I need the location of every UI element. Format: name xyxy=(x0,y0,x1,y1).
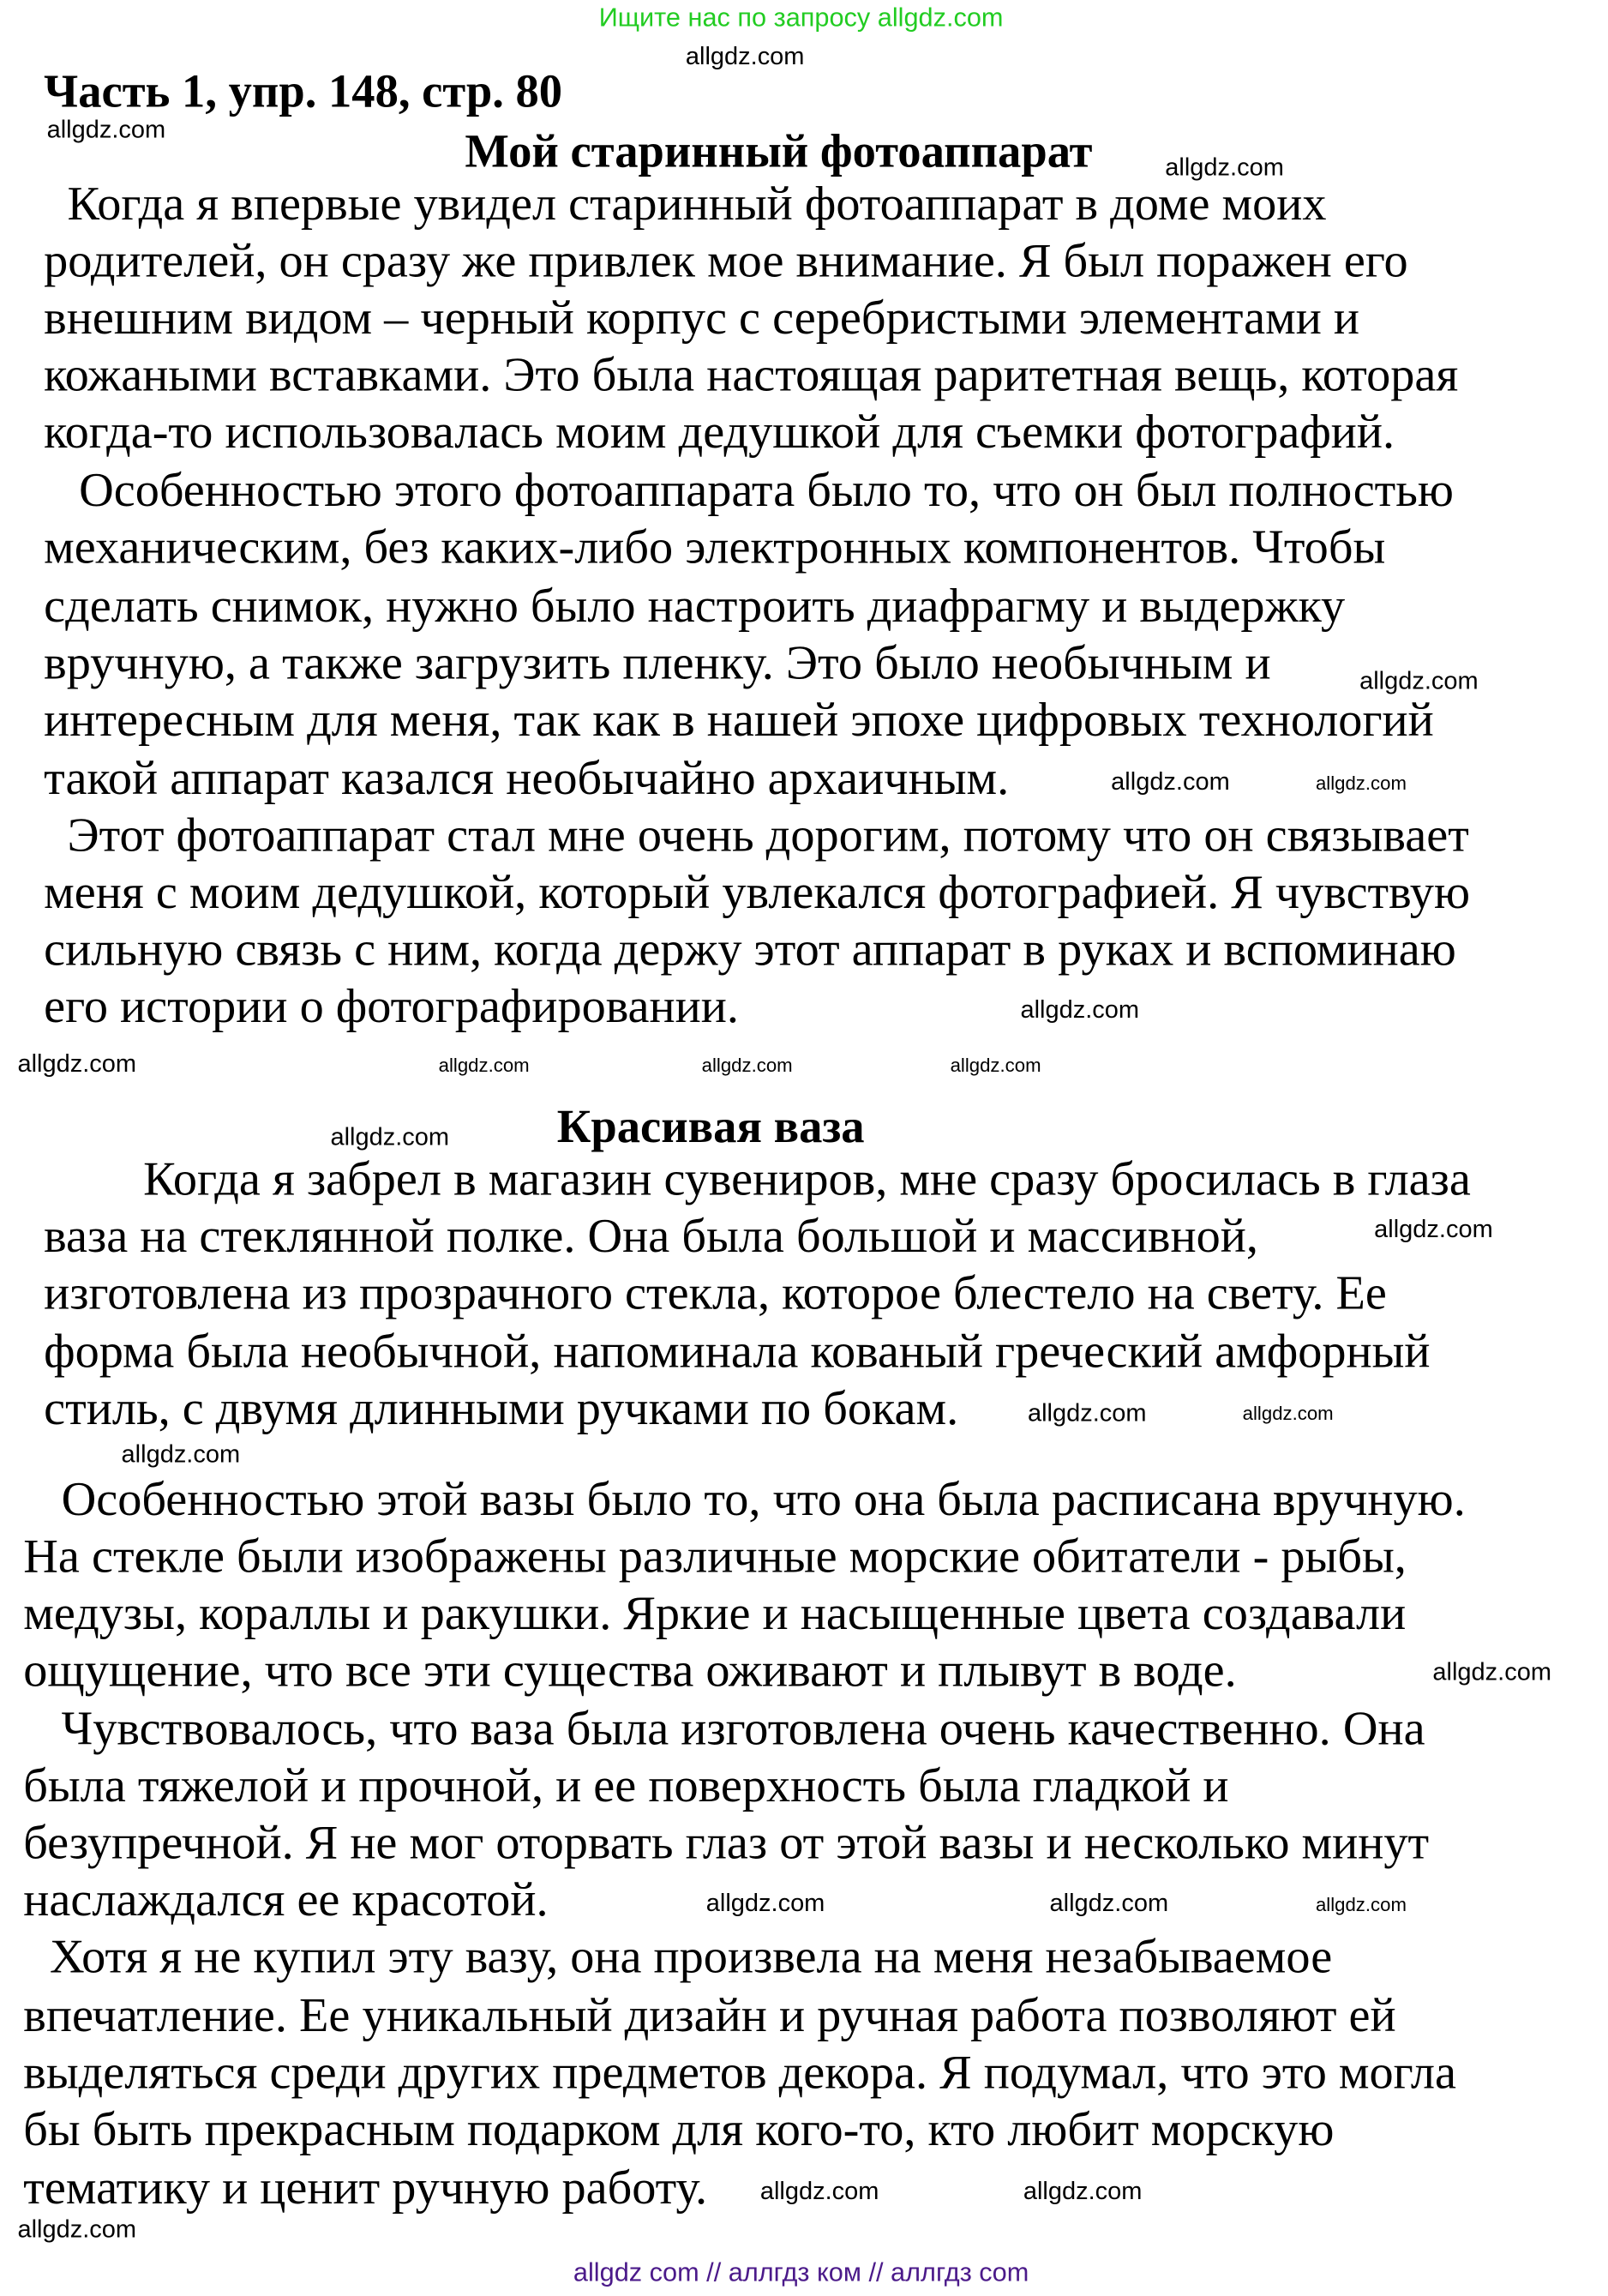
essay2-line: На стекле были изображены различные морские обитатели - рыбы, xyxy=(23,1530,1407,1584)
watermark: allgdz.com xyxy=(1374,1215,1493,1243)
essay1-line: Особенностью этого фотоаппарата было то, что он был полностью xyxy=(79,465,1454,518)
essay1-line: интересным для меня, так как в нашей эпохе цифровых технологий xyxy=(44,694,1434,748)
watermark: allgdz.com xyxy=(1359,666,1479,695)
essay1-line: его истории о фотографировании. xyxy=(44,981,739,1034)
essay2-title: Красивая ваза xyxy=(556,1099,865,1152)
essay2-line: была тяжелой и прочной, и ее поверхность была гладкой и xyxy=(23,1760,1229,1813)
top-banner: Ищите нас по запросу allgdz.com xyxy=(598,3,1004,33)
essay2-line: Когда я забрел в магазин сувениров, мне сразу бросилась в глаза xyxy=(143,1153,1471,1207)
essay2-line: ваза на стеклянной полке. Она была большой и массивной, xyxy=(44,1211,1258,1264)
essay1-line: такой аппарат казался необычайно архаичным. xyxy=(44,753,1010,806)
watermark: allgdz.com xyxy=(1020,995,1140,1024)
essay2-line: выделяться среди других предметов декора. Я подумал, что это могла xyxy=(23,2047,1456,2101)
watermark: allgdz.com xyxy=(330,1122,450,1151)
watermark: allgdz.com xyxy=(701,1054,793,1077)
watermark: allgdz.com xyxy=(17,1049,137,1078)
watermark: allgdz.com xyxy=(759,2177,879,2205)
essay2-line: изготовлена из прозрачного стекла, которое блестело на свету. Ее xyxy=(44,1267,1387,1321)
essay2-line: медузы, кораллы и ракушки. Яркие и насыщенные цвета создавали xyxy=(23,1588,1407,1641)
essay2-line: Особенностью этой вазы было то, что она была расписана вручную. xyxy=(61,1474,1466,1527)
exercise-heading: Часть 1, упр. 148, стр. 80 xyxy=(44,64,563,117)
essay1-line: когда-то использовалась моим дедушкой для съемки фотографий. xyxy=(44,406,1395,460)
essay1-line: внешним видом – черный корпус с серебристыми элементами и xyxy=(44,292,1360,346)
watermark: allgdz.com xyxy=(438,1054,530,1077)
watermark: allgdz.com xyxy=(1315,1893,1407,1916)
essay2-line: впечатление. Ее уникальный дизайн и ручная работа позволяют ей xyxy=(23,1990,1396,2043)
essay2-line: форма была необычной, напоминала кованый греческий амфорный xyxy=(44,1325,1431,1379)
essay2-line: Хотя я не купил эту вазу, она произвела на меня незабываемое xyxy=(49,1931,1333,1985)
watermark: allgdz.com xyxy=(1432,1658,1551,1686)
essay1-line: сделать снимок, нужно было настроить диафрагму и выдержку xyxy=(44,580,1346,634)
essay1-line: кожаными вставками. Это была настоящая раритетная вещь, которая xyxy=(44,349,1459,403)
essay1-title: Мой старинный фотоаппарат xyxy=(465,123,1093,177)
essay1-line: меня с моим дедушкой, который увлекался фотографией. Я чувствую xyxy=(44,867,1470,920)
watermark: allgdz.com xyxy=(950,1054,1041,1077)
watermark: allgdz.com xyxy=(121,1440,241,1469)
essay2-line: тематику и ценит ручную работу. xyxy=(23,2162,708,2215)
watermark: allgdz.com xyxy=(1315,772,1407,795)
watermark: allgdz.com xyxy=(705,1889,825,1917)
watermark: allgdz.com xyxy=(1049,1889,1169,1917)
essay1-line: вручную, а также загрузить пленку. Это было необычным и xyxy=(44,637,1271,690)
essay1-line: механическим, без каких-либо электронных компонентов. Чтобы xyxy=(44,521,1386,575)
essay1-line: сильную связь с ним, когда держу этот аппарат в руках и вспоминаю xyxy=(44,923,1456,977)
watermark: allgdz.com xyxy=(17,2215,137,2244)
watermark: allgdz.com xyxy=(1111,767,1230,796)
essay2-line: бы быть прекрасным подарком для кого-то, кто любит морскую xyxy=(23,2104,1335,2157)
watermark: allgdz.com xyxy=(1023,2177,1143,2205)
essay1-line: Этот фотоаппарат стал мне очень дорогим, потому что он связывает xyxy=(67,809,1469,863)
essay2-line: безупречной. Я не мог оторвать глаз от этой вазы и несколько минут xyxy=(23,1817,1430,1871)
essay1-line: родителей, он сразу же привлек мое внимание. Я был поражен его xyxy=(44,235,1408,288)
essay1-line: Когда я впервые увидел старинный фотоаппарат в доме моих xyxy=(67,178,1327,231)
watermark: allgdz.com xyxy=(685,42,805,70)
watermark: allgdz.com xyxy=(1165,153,1284,182)
watermark: allgdz.com xyxy=(1027,1399,1147,1427)
watermark: allgdz.com xyxy=(1242,1402,1334,1425)
essay2-line: стиль, с двумя длинными ручками по бокам. xyxy=(44,1383,959,1436)
footer-links: allgdz com // аллгдз ком // аллгдз com xyxy=(573,2257,1029,2287)
watermark: allgdz.com xyxy=(46,115,166,144)
essay2-line: ощущение, что все эти существа оживают и плывут в воде. xyxy=(23,1644,1237,1698)
essay2-line: наслаждался ее красотой. xyxy=(23,1874,549,1927)
essay2-line: Чувствовалось, что ваза была изготовлена очень качественно. Она xyxy=(61,1703,1425,1757)
